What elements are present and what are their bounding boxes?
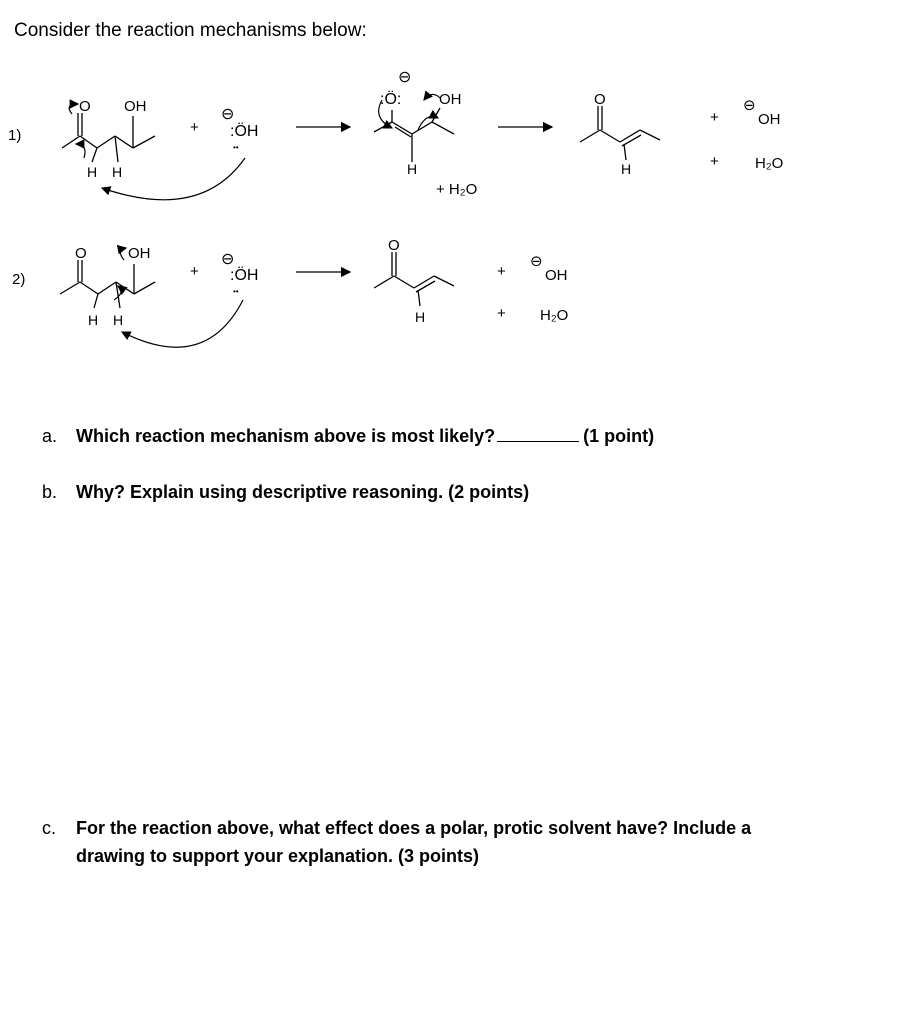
question-b-text: Why? Explain using descriptive reasoning. (2 points) xyxy=(76,482,530,502)
mechanism-2-curved-arrow xyxy=(120,248,126,260)
mechanism-1-intermediate-oxygen: :Ö: xyxy=(380,91,402,108)
mechanism-1-negative-charge: ⊖ xyxy=(221,106,235,123)
mechanism-2-product xyxy=(374,252,454,306)
mechanism-2-reactant xyxy=(60,260,155,308)
mechanism-2-plus: + xyxy=(497,305,506,322)
mechanism-2-negative-charge: ⊖ xyxy=(221,251,235,268)
mechanism-2-plus: + xyxy=(190,263,199,280)
mechanism-1-plus: + xyxy=(710,109,719,126)
mechanism-2-reactant-oxygen: O xyxy=(75,245,87,262)
mechanism-2-reactant-hydroxyl: OH xyxy=(128,245,151,262)
mechanism-2-product-h: H xyxy=(415,309,426,325)
question-b-label: b. xyxy=(42,482,58,502)
mechanism-2-reactant-h-left: H xyxy=(88,312,99,328)
question-a-text: Which reaction mechanism above is most likely? xyxy=(76,426,496,446)
mechanism-1-intermediate xyxy=(374,108,454,162)
mechanism-1-product-h: H xyxy=(621,161,632,177)
mechanism-1-product xyxy=(580,106,660,160)
question-a-points: (1 point) xyxy=(583,426,655,446)
mechanism-2-hydroxide: :ÖH xyxy=(230,267,259,284)
mechanism-2-lone-pair: •• xyxy=(233,287,239,296)
mechanism-1-reactant-hydroxyl: OH xyxy=(124,98,147,115)
mechanism-1-intermediate-hydroxyl: OH xyxy=(439,91,462,108)
mechanism-1-number: 1) xyxy=(8,127,22,144)
mechanism-1-product-oxygen: O xyxy=(594,91,606,108)
mechanism-1-hydroxide: :ÖH xyxy=(230,123,259,140)
mechanism-1-curved-arrow xyxy=(76,144,85,158)
mechanism-1-lone-pair: •• xyxy=(233,143,239,152)
mechanism-2-deprotonation-arrow xyxy=(122,300,243,347)
mechanism-1-hydroxide-product: OH xyxy=(758,111,781,128)
mechanism-1-intermediate-h: H xyxy=(407,161,418,177)
mechanism-1-intermediate-charge: ⊖ xyxy=(398,69,412,86)
mechanism-1-hydroxide-charge: ⊖ xyxy=(743,97,756,114)
mechanism-1-reactant-oxygen: O xyxy=(79,98,91,115)
mechanism-2-reactant-h-right: H xyxy=(113,312,124,328)
mechanism-1-reactant xyxy=(62,113,155,162)
mechanism-1-curved-arrow xyxy=(69,104,78,114)
mechanism-2-number: 2) xyxy=(12,271,26,288)
answer-blank[interactable] xyxy=(497,423,579,442)
mechanism-2-plus: + xyxy=(497,263,506,280)
page-title: Consider the reaction mechanisms below: xyxy=(14,20,367,41)
question-c-text: For the reaction above, what effect does a polar, protic solvent have? Include a drawing to support your explanation. (3 points) xyxy=(76,818,752,866)
mechanism-1-reactant-h-right: H xyxy=(112,164,123,180)
mechanism-2-water-product: H₂O xyxy=(540,307,569,324)
mechanism-1-reactant-h-left: H xyxy=(87,164,98,180)
mechanism-2-hydroxide-product: OH xyxy=(545,267,568,284)
mechanism-1-water-product: H₂O xyxy=(755,155,784,172)
question-c-label: c. xyxy=(42,818,57,838)
mechanism-2-hydroxide-charge: ⊖ xyxy=(530,253,543,270)
reaction-mechanisms-drawing xyxy=(0,0,922,400)
question-a-label: a. xyxy=(42,426,58,446)
mechanism-1-plus: + xyxy=(710,153,719,170)
mechanism-2-product-oxygen: O xyxy=(388,237,400,254)
mechanism-1-plus: + xyxy=(190,119,199,136)
mechanism-1-deprotonation-arrow xyxy=(102,158,245,200)
mechanism-1-water-byproduct: + H₂O xyxy=(436,181,478,198)
mechanism-1-curved-arrow xyxy=(424,94,440,100)
